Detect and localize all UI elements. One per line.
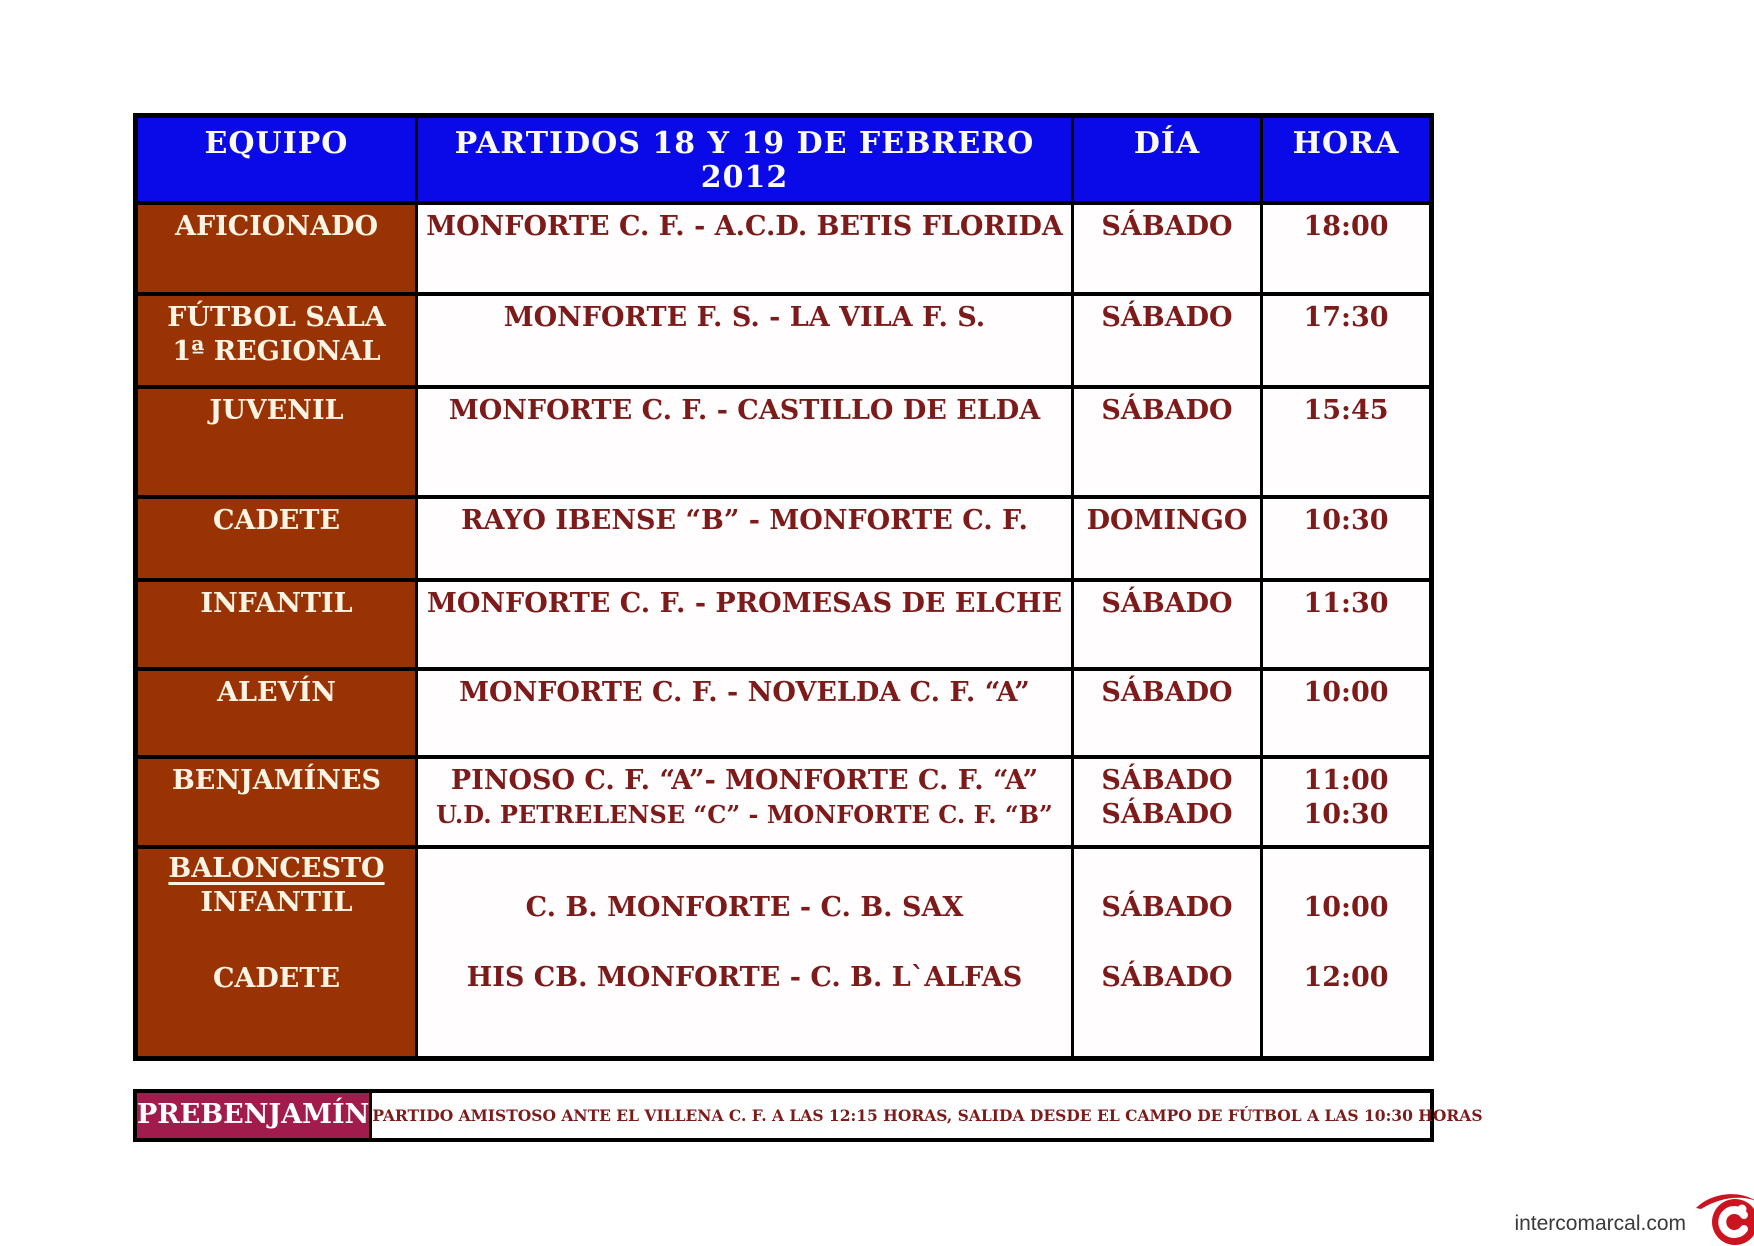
match-text: RAYO IBENSE “B” - MONFORTE C. F. (415, 499, 1071, 578)
team-label: ALEVÍN (138, 671, 415, 755)
match-text: MONFORTE F. S. - LA VILA F. S. (415, 296, 1071, 385)
match-text: MONFORTE C. F. - NOVELDA C. F. “A” (415, 671, 1071, 755)
table-row-benjamines (138, 755, 1429, 845)
intercomarcal-site-text: intercomarcal.com (1514, 1212, 1686, 1235)
team-line: FÚTBOL SALA (167, 302, 386, 333)
prebenjamin-label: PREBENJAMÍN (137, 1093, 372, 1138)
table-row-cadete (138, 495, 1429, 578)
table-row-juvenil (138, 385, 1429, 495)
time-text: 10:00 (1260, 671, 1429, 755)
team-label (138, 296, 415, 385)
time-text: 17:30 (1260, 296, 1429, 385)
time-text: 11:30 (1260, 582, 1429, 667)
day-text: SÁBADO (1071, 671, 1260, 755)
time-line-2: 12:00 (1303, 962, 1389, 993)
day-text (1071, 849, 1260, 1056)
schedule-table (133, 113, 1434, 1061)
table-row-aficionado (138, 201, 1429, 292)
team-label: AFICIONADO (138, 205, 415, 292)
time-line-1: 10:00 (1303, 892, 1389, 923)
match-text (415, 759, 1071, 845)
day-line-1: SÁBADO (1101, 892, 1233, 923)
team-line-cadete: CADETE (212, 963, 341, 994)
team-line-infantil: INFANTIL (200, 887, 353, 918)
team-line-baloncesto: BALONCESTO (168, 853, 385, 884)
team-line: 1ª REGIONAL (172, 336, 381, 367)
header-equipo: EQUIPO (138, 118, 415, 201)
match-text: MONFORTE C. F. - A.C.D. BETIS FLORIDA (415, 205, 1071, 292)
footer-branding (1514, 1188, 1754, 1246)
time-text: 18:00 (1260, 205, 1429, 292)
day-line-2: SÁBADO (1101, 962, 1233, 993)
match-text: MONFORTE C. F. - PROMESAS DE ELCHE (415, 582, 1071, 667)
match-line-2: U.D. PETRELENSE “C” - MONFORTE C. F. “B” (436, 800, 1053, 829)
day-text: SÁBADO (1071, 389, 1260, 495)
header-hora: HORA (1260, 118, 1429, 201)
table-header-row (138, 118, 1429, 201)
day-text: SÁBADO (1071, 296, 1260, 385)
day-line-1: SÁBADO (1101, 765, 1233, 796)
match-line-2: HIS CB. MONFORTE - C. B. L`ALFAS (466, 962, 1023, 993)
time-line-1: 11:00 (1303, 765, 1389, 796)
match-text: MONFORTE C. F. - CASTILLO DE ELDA (415, 389, 1071, 495)
team-label: JUVENIL (138, 389, 415, 495)
time-text (1260, 849, 1429, 1056)
match-text (415, 849, 1071, 1056)
day-line-2: SÁBADO (1101, 799, 1233, 830)
match-line-1: PINOSO C. F. “A”- MONFORTE C. F. “A” (450, 765, 1039, 796)
table-row-baloncesto (138, 845, 1429, 1056)
day-text: DOMINGO (1071, 499, 1260, 578)
table-row-futbol-sala (138, 292, 1429, 385)
team-label (138, 849, 415, 1056)
table-row-alevin (138, 667, 1429, 755)
day-text (1071, 759, 1260, 845)
match-line-1: C. B. MONFORTE - C. B. SAX (525, 892, 964, 923)
time-text: 10:30 (1260, 499, 1429, 578)
time-text (1260, 759, 1429, 845)
table-row-infantil (138, 578, 1429, 667)
team-label: CADETE (138, 499, 415, 578)
team-label: BENJAMÍNES (138, 759, 415, 845)
header-dia: DÍA (1071, 118, 1260, 201)
intercomarcal-logo-icon (1692, 1188, 1754, 1246)
team-label: INFANTIL (138, 582, 415, 667)
header-partidos: PARTIDOS 18 Y 19 DE FEBRERO 2012 (415, 118, 1071, 201)
time-line-2: 10:30 (1303, 799, 1389, 830)
prebenjamin-bar (133, 1089, 1483, 1142)
prebenjamin-note: PARTIDO AMISTOSO ANTE EL VILLENA C. F. A LAS 12:15 HORAS, SALIDA DESDE EL CAMPO DE FÚTBOL A LAS 10:30 HORAS (372, 1106, 1483, 1125)
day-text: SÁBADO (1071, 582, 1260, 667)
day-text: SÁBADO (1071, 205, 1260, 292)
time-text: 15:45 (1260, 389, 1429, 495)
